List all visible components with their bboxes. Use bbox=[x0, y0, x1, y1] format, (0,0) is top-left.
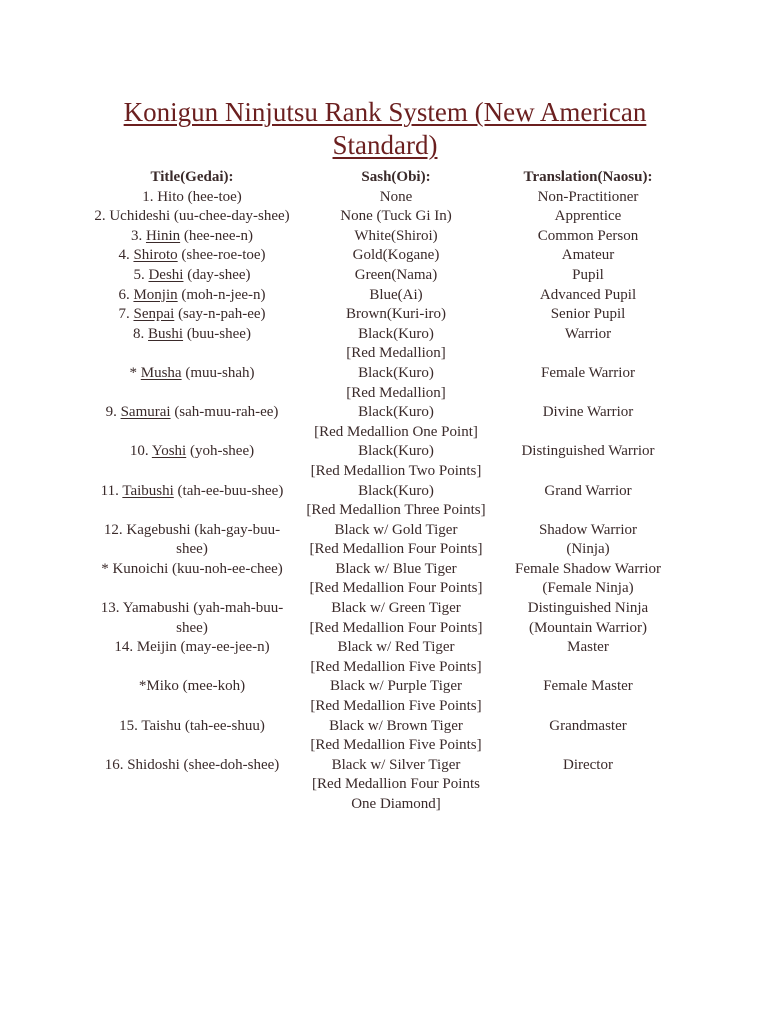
rank-title-link[interactable]: Musha bbox=[140, 364, 182, 381]
rank-title-cell bbox=[86, 227, 298, 247]
rank-title-text: 8. bbox=[133, 325, 149, 342]
table-row bbox=[86, 638, 682, 677]
table-row bbox=[86, 560, 682, 599]
rank-translation-line: Female Shadow Warrior bbox=[515, 560, 661, 577]
rank-translation-cell bbox=[494, 325, 682, 364]
rank-title-link[interactable]: Monjin bbox=[133, 286, 178, 303]
table-row bbox=[86, 599, 682, 638]
rank-translation-line: Advanced Pupil bbox=[539, 286, 637, 303]
rank-title-text: 6. bbox=[118, 286, 134, 303]
rank-title-cell bbox=[86, 188, 298, 208]
rank-title-text: 7. bbox=[118, 306, 134, 323]
rank-title-cell bbox=[86, 286, 298, 306]
rank-sash-cell bbox=[298, 227, 494, 247]
rank-translation-line: Apprentice bbox=[554, 208, 622, 225]
rank-translation-cell bbox=[494, 442, 682, 481]
rank-title-text: 3. bbox=[130, 227, 146, 244]
table-row bbox=[86, 403, 682, 442]
rank-title-text: 14. Meijin (may-ee-jee-n) bbox=[114, 639, 270, 656]
rank-title-cell bbox=[86, 599, 298, 638]
rank-translation-line: Shadow Warrior bbox=[538, 521, 638, 538]
rank-sash-cell bbox=[298, 286, 494, 306]
rank-sash-line: Black(Kuro) bbox=[358, 325, 434, 342]
rank-translation-line: (Mountain Warrior) bbox=[528, 619, 648, 636]
rank-translation-cell bbox=[494, 305, 682, 325]
rank-title-cell bbox=[86, 442, 298, 481]
rank-title-text: 5. bbox=[133, 266, 149, 283]
rank-title-cell bbox=[86, 325, 298, 364]
table-row bbox=[86, 442, 682, 481]
rank-translation-line: Warrior bbox=[564, 325, 612, 342]
rank-pronunciation: (tah-ee-buu-shee) bbox=[173, 482, 284, 499]
rank-title-link[interactable]: Yoshi bbox=[151, 443, 187, 460]
rank-sash-line: Black(Kuro) bbox=[358, 404, 434, 421]
rank-table-body bbox=[86, 188, 682, 815]
rank-sash-cell bbox=[298, 266, 494, 286]
rank-translation-line: Pupil bbox=[572, 266, 604, 283]
rank-sash-line: [Red Medallion Four Points] bbox=[309, 541, 483, 558]
table-row bbox=[86, 325, 682, 364]
rank-translation-cell bbox=[494, 521, 682, 560]
rank-title-link[interactable]: Hinin bbox=[145, 227, 181, 244]
table-row bbox=[86, 677, 682, 716]
rank-sash-line: [Red Medallion Five Points] bbox=[310, 737, 482, 754]
rank-translation-cell bbox=[494, 364, 682, 403]
rank-pronunciation: (moh-n-jee-n) bbox=[177, 286, 266, 303]
rank-translation-line: Divine Warrior bbox=[542, 404, 634, 421]
page-title: Konigun Ninjutsu Rank System (New American Standard) bbox=[123, 97, 647, 160]
rank-sash-line: Black w/ Silver Tiger bbox=[331, 756, 461, 773]
rank-pronunciation: (buu-shee) bbox=[183, 325, 251, 342]
rank-translation-line: Grand Warrior bbox=[544, 482, 632, 499]
rank-title-cell bbox=[86, 560, 298, 599]
rank-sash-line: None (Tuck Gi In) bbox=[340, 208, 452, 225]
table-row bbox=[86, 266, 682, 286]
rank-translation-cell bbox=[494, 207, 682, 227]
rank-title-cell bbox=[86, 756, 298, 815]
table-row bbox=[86, 286, 682, 306]
rank-sash-line: [Red Medallion Five Points] bbox=[310, 658, 482, 675]
rank-translation-line: Distinguished Ninja bbox=[527, 600, 649, 617]
rank-translation-line: (Female Ninja) bbox=[542, 580, 634, 597]
rank-translation-line: Amateur bbox=[561, 247, 615, 264]
rank-sash-line: White(Shiroi) bbox=[354, 227, 438, 244]
rank-title-text: 11. bbox=[100, 482, 123, 499]
rank-title-text: 15. Taishu (tah-ee-shuu) bbox=[119, 717, 265, 734]
rank-sash-line: [Red Medallion Four Points] bbox=[309, 580, 483, 597]
rank-sash-line: Black w/ Gold Tiger bbox=[334, 521, 458, 538]
rank-pronunciation: (muu-shah) bbox=[181, 364, 255, 381]
rank-translation-cell bbox=[494, 482, 682, 521]
table-row bbox=[86, 188, 682, 208]
rank-sash-cell bbox=[298, 756, 494, 815]
rank-title-cell bbox=[86, 482, 298, 521]
table-row bbox=[86, 305, 682, 325]
rank-title-text: 4. bbox=[118, 247, 134, 264]
rank-translation-line: Grandmaster bbox=[549, 717, 627, 734]
rank-title-text: 9. bbox=[105, 404, 121, 421]
rank-sash-line: Gold(Kogane) bbox=[352, 247, 440, 264]
rank-sash-line: Black w/ Purple Tiger bbox=[329, 678, 463, 695]
rank-pronunciation: (yoh-shee) bbox=[186, 443, 255, 460]
rank-translation-cell bbox=[494, 717, 682, 756]
rank-title-cell bbox=[86, 677, 298, 716]
rank-sash-line: [Red Medallion Five Points] bbox=[310, 698, 482, 715]
rank-title-text: 10. bbox=[129, 443, 152, 460]
rank-sash-cell bbox=[298, 717, 494, 756]
rank-sash-line: Black w/ Green Tiger bbox=[331, 600, 461, 617]
rank-translation-line: Female Warrior bbox=[541, 364, 635, 381]
rank-sash-line: [Red Medallion One Point] bbox=[314, 423, 478, 440]
rank-translation-line: Director bbox=[563, 756, 613, 773]
rank-title-link[interactable]: Bushi bbox=[148, 325, 184, 342]
rank-sash-cell bbox=[298, 188, 494, 208]
rank-translation-line: Non-Practitioner bbox=[537, 188, 639, 205]
rank-sash-cell bbox=[298, 677, 494, 716]
rank-sash-line: [Red Medallion Three Points] bbox=[306, 502, 486, 519]
rank-title-text: 12. Kagebushi (kah-gay-buu-shee) bbox=[103, 521, 281, 558]
rank-title-text: *Miko (mee-koh) bbox=[138, 678, 246, 695]
rank-translation-cell bbox=[494, 599, 682, 638]
rank-sash-line: Brown(Kuri-iro) bbox=[346, 306, 446, 323]
rank-sash-line: Black w/ Red Tiger bbox=[337, 639, 455, 656]
rank-sash-cell bbox=[298, 246, 494, 266]
table-row bbox=[86, 246, 682, 266]
rank-title-cell bbox=[86, 521, 298, 560]
rank-sash-cell bbox=[298, 482, 494, 521]
rank-translation-line: Master bbox=[567, 639, 609, 656]
rank-translation-cell bbox=[494, 403, 682, 442]
rank-title-cell bbox=[86, 403, 298, 442]
rank-translation-cell bbox=[494, 266, 682, 286]
rank-sash-cell bbox=[298, 560, 494, 599]
rank-title-link[interactable]: Senpai bbox=[133, 306, 175, 323]
rank-translation-cell bbox=[494, 560, 682, 599]
rank-title-text: * Kunoichi (kuu-noh-ee-chee) bbox=[101, 560, 283, 577]
rank-sash-line: Black w/ Brown Tiger bbox=[329, 717, 463, 734]
rank-sash-line: Blue(Ai) bbox=[369, 286, 423, 303]
rank-sash-cell bbox=[298, 305, 494, 325]
rank-translation-cell bbox=[494, 246, 682, 266]
table-header-row bbox=[86, 168, 682, 188]
rank-translation-line: (Ninja) bbox=[566, 541, 610, 558]
rank-pronunciation: (sah-muu-rah-ee) bbox=[170, 404, 279, 421]
rank-sash-line: Black(Kuro) bbox=[358, 482, 434, 499]
rank-sash-cell bbox=[298, 599, 494, 638]
rank-translation-line: Senior Pupil bbox=[550, 306, 626, 323]
rank-translation-cell bbox=[494, 638, 682, 677]
rank-title-cell bbox=[86, 305, 298, 325]
rank-translation-cell bbox=[494, 286, 682, 306]
rank-sash-cell bbox=[298, 364, 494, 403]
table-row bbox=[86, 207, 682, 227]
rank-translation-cell bbox=[494, 756, 682, 815]
rank-sash-line: Black w/ Blue Tiger bbox=[335, 560, 457, 577]
rank-sash-line: [Red Medallion Four Points] bbox=[309, 619, 483, 636]
rank-title-cell bbox=[86, 717, 298, 756]
rank-table bbox=[86, 168, 682, 815]
header-translation: Translation(Naosu): bbox=[523, 169, 653, 185]
header-sash: Sash(Obi): bbox=[361, 169, 431, 185]
rank-translation-cell bbox=[494, 227, 682, 247]
rank-title-cell bbox=[86, 638, 298, 677]
rank-title-cell bbox=[86, 246, 298, 266]
rank-sash-line: Green(Nama) bbox=[354, 266, 438, 283]
table-row bbox=[86, 521, 682, 560]
rank-sash-cell bbox=[298, 638, 494, 677]
rank-title-text: * bbox=[129, 364, 141, 381]
header-title: Title(Gedai): bbox=[150, 169, 234, 185]
rank-translation-cell bbox=[494, 188, 682, 208]
rank-sash-cell bbox=[298, 442, 494, 481]
rank-title-text: 13. Yamabushi (yah-mah-buu-shee) bbox=[100, 600, 284, 636]
rank-pronunciation: (day-shee) bbox=[183, 266, 251, 283]
table-row bbox=[86, 756, 682, 815]
rank-sash-line: None bbox=[379, 188, 413, 205]
rank-sash-cell bbox=[298, 325, 494, 364]
rank-translation-line: Female Master bbox=[543, 678, 633, 695]
rank-title-link[interactable]: Shiroto bbox=[133, 247, 178, 264]
rank-pronunciation: (say-n-pah-ee) bbox=[174, 306, 266, 323]
table-row bbox=[86, 364, 682, 403]
rank-sash-cell bbox=[298, 521, 494, 560]
table-row bbox=[86, 482, 682, 521]
rank-sash-line: [Red Medallion Four Points One Diamond] bbox=[312, 776, 480, 812]
rank-title-cell bbox=[86, 207, 298, 227]
rank-title-text: 16. Shidoshi (shee-doh-shee) bbox=[104, 756, 280, 773]
rank-translation-line: Common Person bbox=[537, 227, 639, 244]
rank-title-link[interactable]: Deshi bbox=[148, 266, 184, 283]
rank-sash-line: Black(Kuro) bbox=[358, 364, 434, 381]
table-row bbox=[86, 717, 682, 756]
rank-title-text: 1. Hito (hee-toe) bbox=[142, 188, 242, 205]
rank-title-cell bbox=[86, 364, 298, 403]
rank-pronunciation: (shee-roe-toe) bbox=[177, 247, 266, 264]
table-row bbox=[86, 227, 682, 247]
rank-title-text: 2. Uchideshi (uu-chee-day-shee) bbox=[94, 208, 290, 225]
rank-sash-line: [Red Medallion] bbox=[346, 384, 446, 401]
rank-pronunciation: (hee-nee-n) bbox=[180, 227, 254, 244]
rank-sash-line: [Red Medallion Two Points] bbox=[310, 462, 482, 479]
rank-sash-line: [Red Medallion] bbox=[346, 345, 446, 362]
rank-title-cell bbox=[86, 266, 298, 286]
rank-title-link[interactable]: Taibushi bbox=[122, 482, 174, 499]
rank-translation-line: Distinguished Warrior bbox=[521, 443, 655, 460]
rank-sash-cell bbox=[298, 207, 494, 227]
rank-sash-line: Black(Kuro) bbox=[358, 443, 434, 460]
rank-title-link[interactable]: Samurai bbox=[120, 404, 171, 421]
rank-translation-cell bbox=[494, 677, 682, 716]
rank-sash-cell bbox=[298, 403, 494, 442]
